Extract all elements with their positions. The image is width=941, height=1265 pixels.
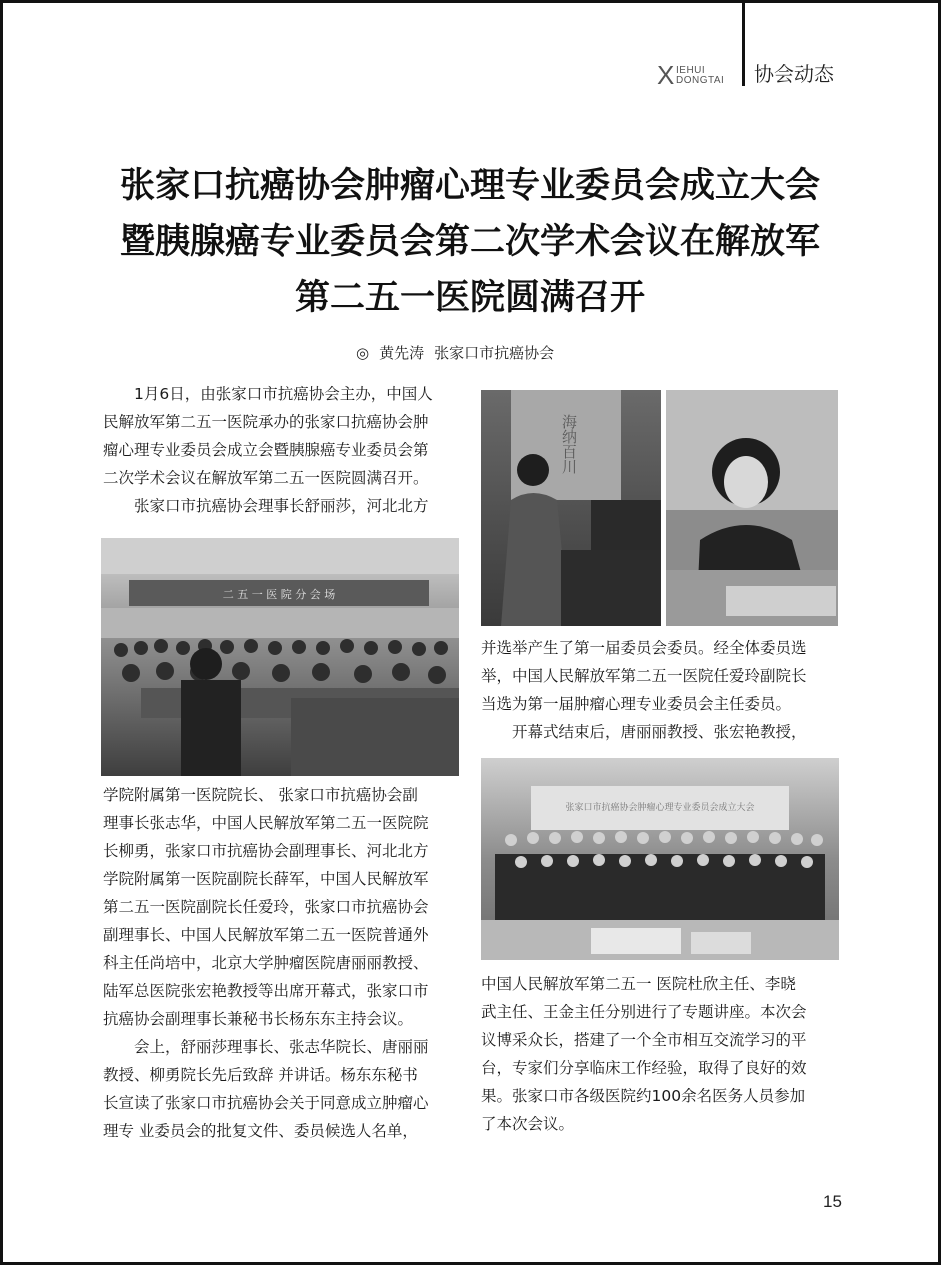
- left-column-top: [103, 380, 463, 520]
- article-title: [100, 158, 840, 326]
- podium-speaker-photo: [481, 390, 661, 626]
- text-line: 抗癌协会副理事长兼秘书长杨东东主持会议。: [103, 1010, 414, 1028]
- text-line: 开幕式结束后，唐丽丽教授、张宏艳教授，: [481, 723, 807, 741]
- text-line: 果。张家口市各级医院约100余名医务人员参加: [481, 1087, 806, 1105]
- text-line: 科主任尚培中，北京大学肿瘤医院唐丽丽教授、: [103, 954, 429, 972]
- text-line: 第二五一医院副院长任爱玲，张家口市抗癌协会: [103, 898, 429, 916]
- audience-photo: [101, 538, 459, 776]
- text-line: 长宣读了张家口市抗癌协会关于同意成立肿瘤心: [103, 1094, 429, 1112]
- title-line: 张家口抗癌协会肿瘤心理专业委员会成立大会: [119, 165, 820, 206]
- text-line: 了本次会议。: [481, 1115, 575, 1133]
- author-affiliation: 张家口市抗癌协会: [434, 344, 555, 362]
- text-line: 理事长张志华，中国人民解放军第二五一医院院: [103, 814, 429, 832]
- text-line: 中国人民解放军第二五一 医院杜欣主任、李晓: [481, 975, 796, 993]
- text-line: 张家口市抗癌协会理事长舒丽莎，河北北方: [103, 497, 429, 515]
- text-line: 陆军总医院张宏艳教授等出席开幕式，张家口市: [103, 982, 429, 1000]
- right-column-bottom: [481, 970, 841, 1138]
- section-title: 协会动态: [754, 62, 834, 86]
- text-line: 民解放军第二五一医院承办的张家口抗癌协会肿: [103, 413, 429, 431]
- text-line: 二次学术会议在解放军第二五一医院圆满召开。: [103, 469, 429, 487]
- text-line: 理专 业委员会的批复文件、委员候选人名单，: [103, 1122, 418, 1140]
- section-latin-label: [657, 60, 737, 90]
- text-line: 瘤心理专业委员会成立会暨胰腺癌专业委员会第: [103, 441, 429, 459]
- audience-banner-text: 二 五 一 医 院 分 会 场: [222, 588, 336, 601]
- text-line: 副理事长、中国人民解放军第二五一医院普通外: [103, 926, 429, 944]
- title-line: 暨胰腺癌专业委员会第二次学术会议在解放军: [119, 221, 820, 262]
- title-line: 第二五一医院圆满召开: [294, 277, 645, 318]
- byline-mark: ◎: [356, 344, 370, 362]
- text-line: 教授、柳勇院长先后致辞 并讲话。杨东东秘书: [103, 1066, 418, 1084]
- author-name: 黄先涛: [379, 344, 425, 362]
- text-line: 议博采众长，搭建了一个全市相互交流学习的平: [481, 1031, 807, 1049]
- byline: [356, 342, 554, 364]
- text-line: 并选举产生了第一届委员会委员。经全体委员选: [481, 639, 807, 657]
- text-line: 举，中国人民解放军第二五一医院任爱玲副院长: [481, 667, 807, 685]
- seated-speaker-photo: [666, 390, 838, 626]
- text-line: 当选为第一届肿瘤心理专业委员会主任委员。: [481, 695, 792, 713]
- section-latin-initial: X: [657, 60, 675, 90]
- podium-banner-text: 海纳百川: [560, 414, 578, 474]
- right-column-middle: [481, 634, 841, 746]
- page-number: 15: [823, 1192, 842, 1211]
- left-column-bottom: [103, 781, 463, 1145]
- text-line: 学院附属第一医院副院长薛军，中国人民解放军: [103, 870, 429, 888]
- section-latin-line2: DONGTAI: [676, 75, 725, 86]
- text-line: 学院附属第一医院院长、 张家口市抗癌协会副: [103, 786, 418, 804]
- text-line: 会上，舒丽莎理事长、张志华院长、唐丽丽: [103, 1038, 429, 1056]
- header-divider: [742, 0, 745, 86]
- group-photo: [481, 758, 839, 960]
- section-latin-line1: IEHUI: [676, 65, 706, 76]
- text-line: 台，专家们分享临床工作经验，取得了良好的效: [481, 1059, 807, 1077]
- text-line: 长柳勇，张家口市抗癌协会副理事长、河北北方: [103, 842, 429, 860]
- group-banner-text: 张家口市抗癌协会肿瘤心理专业委员会成立大会: [565, 803, 755, 813]
- text-line: 1月6日，由张家口市抗癌协会主办，中国人: [103, 385, 433, 403]
- text-line: 武主任、王金主任分别进行了专题讲座。本次会: [481, 1003, 807, 1021]
